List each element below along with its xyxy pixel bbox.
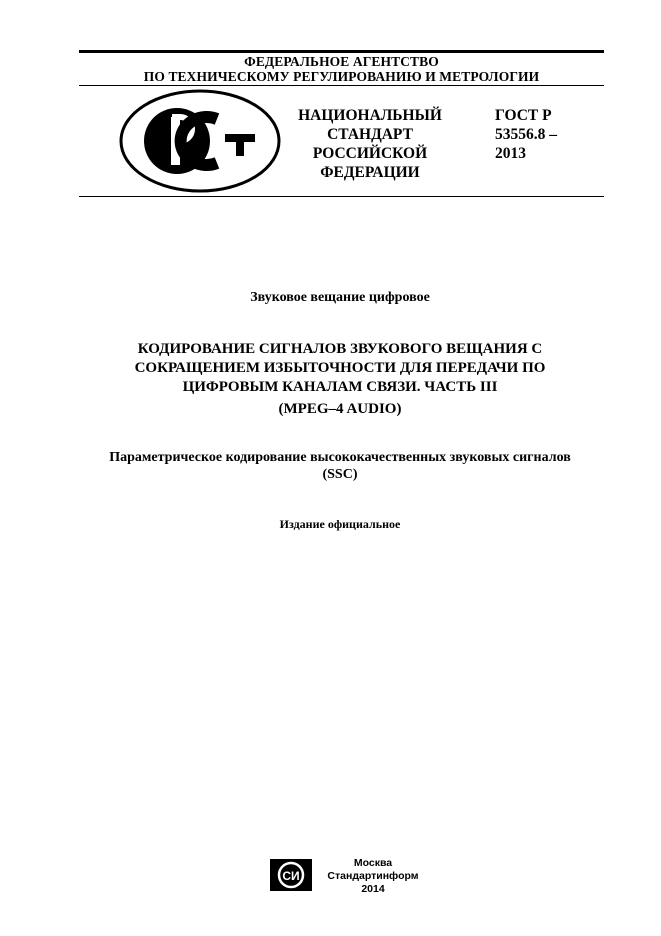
standartinform-logo [270, 859, 312, 891]
document-subject: Звуковое вещание цифровое [250, 290, 430, 305]
document-series: (MPEG–4 AUDIO) [278, 401, 402, 417]
header-top-rule [79, 50, 604, 53]
emblem-letters: РСТ [119, 89, 121, 90]
title-line-2: СОКРАЩЕНИЕМ ИЗБЫТОЧНОСТИ ДЛЯ ПЕРЕДАЧИ ПО [134, 360, 546, 376]
title-line-1: КОДИРОВАНИЕ СИГНАЛОВ ЗВУКОВОГО ВЕЩАНИЯ С [137, 341, 543, 357]
rst-emblem [119, 89, 281, 193]
gost-line-1: ГОСТ Р [495, 107, 552, 124]
national-line-1: НАЦИОНАЛЬНЫЙ [298, 107, 442, 124]
gost-number [495, 106, 605, 163]
national-standard-label [293, 106, 447, 182]
publisher-year: 2014 [361, 883, 385, 895]
agency-line-1: ФЕДЕРАЛЬНОЕ АГЕНТСТВО [244, 54, 439, 69]
edition-label: Издание официальное [279, 517, 401, 531]
document-part [60, 449, 620, 483]
publisher-info [318, 857, 428, 896]
header-bottom-rule [79, 196, 604, 197]
agency-line-2: ПО ТЕХНИЧЕСКОМУ РЕГУЛИРОВАНИЮ И МЕТРОЛОГИИ [143, 69, 540, 84]
gost-line-2: 53556.8 – [495, 126, 557, 143]
gost-line-3: 2013 [495, 145, 526, 162]
part-line-2: (SSC) [322, 467, 358, 482]
national-line-4: ФЕДЕРАЦИИ [320, 164, 420, 181]
document-title [60, 340, 620, 397]
title-line-3: ЦИФРОВЫМ КАНАЛАМ СВЯЗИ. ЧАСТЬ III [182, 379, 498, 395]
national-line-3: РОССИЙСКОЙ [312, 145, 428, 162]
header-middle-rule [79, 85, 604, 86]
svg-text:СИ: СИ [282, 869, 300, 883]
national-line-2: СТАНДАРТ [327, 126, 413, 143]
publisher-city: Москва [353, 857, 393, 869]
publisher-name: Стандартинформ [327, 870, 419, 882]
part-line-1: Параметрическое кодирование высококачественных звуковых сигналов [109, 450, 571, 465]
